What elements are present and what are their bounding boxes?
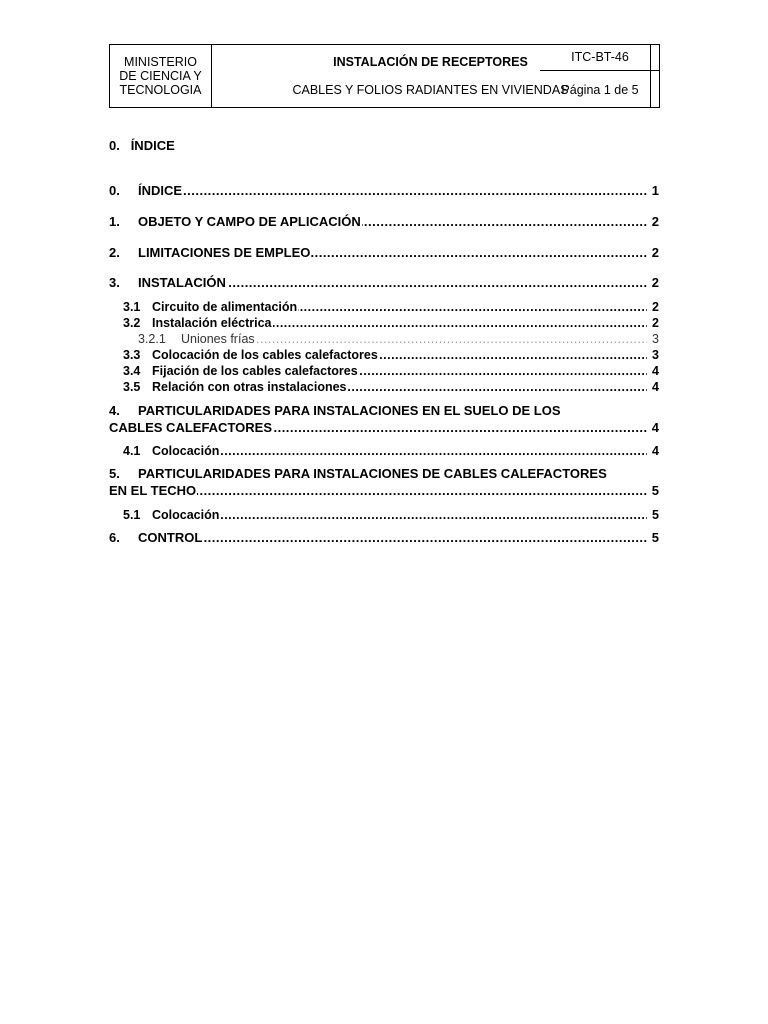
toc-entry-title: Relación con otras instalaciones [152,380,347,394]
toc-entry-title-line2: EN EL TECHO [109,483,197,498]
toc-entry[interactable] [109,315,659,331]
index-heading-number: 0. [109,138,120,153]
toc-entry-number: 6. [109,530,120,545]
toc-entry[interactable] [109,483,659,499]
toc-entry-number: 4. [109,403,120,418]
toc-entry-number: 3.1 [123,300,141,314]
toc-entry-page: 5 [651,483,659,498]
toc-entry-page: 3 [652,332,659,346]
toc-entry-title: Instalación eléctrica [152,316,272,330]
org-line-3: TECNOLOGIA [119,83,202,97]
toc-entry[interactable] [109,299,659,315]
toc-entry-page: 4 [652,444,659,458]
toc-entry-page: 4 [651,420,659,435]
document-code: ITC-BT-46 [540,45,660,71]
toc-entry-page: 2 [652,316,659,330]
toc-entry[interactable] [109,443,659,459]
toc-entry-title: OBJETO Y CAMPO DE APLICACIÓN [138,214,361,229]
toc-entry[interactable] [109,507,659,523]
toc-entry-number: 3.2.1 [138,332,166,346]
toc-entry-number: 4.1 [123,444,141,458]
toc-entry-page: 4 [652,380,659,394]
toc-entry-number: 3.2 [123,316,141,330]
toc-entry-number: 3.3 [123,348,141,362]
document-header [109,44,660,108]
toc-entry-title-line2: CABLES CALEFACTORES [109,420,272,435]
toc-entry-title: LIMITACIONES DE EMPLEO [138,245,311,260]
toc-entry[interactable] [109,183,659,199]
toc-entry[interactable] [109,530,659,546]
toc-entry-page: 3 [652,348,659,362]
toc-entry-number: 5.1 [123,508,141,522]
toc-entry-title-line1: PARTICULARIDADES PARA INSTALACIONES EN EL SUELO DE LOS [138,403,561,418]
toc-entry-title: Colocación de los cables calefactores [152,348,378,362]
toc-entry-page: 5 [651,530,659,545]
toc-entry-number: 3.5 [123,380,141,394]
toc-entry-page: 1 [651,183,659,198]
toc-entry-number: 3.4 [123,364,141,378]
toc-entry-title: Colocación [152,444,220,458]
index-heading-title: ÍNDICE [130,138,175,153]
toc-entry-page: 4 [652,364,659,378]
org-line-1: MINISTERIO [124,55,197,69]
document-title: INSTALACIÓN DE RECEPTORES [333,55,528,69]
toc-entry-title-line1: PARTICULARIDADES PARA INSTALACIONES DE CABLES CALEFACTORES [138,466,607,481]
toc-entry-number: 3. [109,275,120,290]
org-line-2: DE CIENCIA Y [119,69,202,83]
toc-entry-title: Colocación [152,508,220,522]
toc-entry-page: 5 [652,508,659,522]
index-heading [109,138,175,153]
toc-entry-number: 5. [109,466,120,481]
toc-entry-first-line[interactable] [109,403,659,419]
toc-entry-number: 1. [109,214,120,229]
toc-entry[interactable] [109,214,659,230]
toc-entry[interactable] [109,379,659,395]
page-number: Página 1 de 5 [561,83,639,97]
toc-entry[interactable] [109,275,659,291]
toc-entry-number: 0. [109,183,120,198]
toc-entry-page: 2 [651,245,659,260]
document-subtitle: CABLES Y FOLIOS RADIANTES EN VIVIENDAS [292,83,569,97]
toc-entry[interactable] [109,420,659,436]
header-organization [110,45,212,107]
header-code-cell [540,45,660,107]
toc-entry-title: ÍNDICE [138,183,183,198]
toc-entry[interactable] [109,331,659,347]
toc-entry-title: INSTALACIÓN [138,275,226,290]
toc-entry[interactable] [109,363,659,379]
toc-entry-page: 2 [651,214,659,229]
toc-entry-page: 2 [652,300,659,314]
toc-entry-first-line[interactable] [109,466,659,482]
toc-entry-page: 2 [651,275,659,290]
toc-entry-title: Fijación de los cables calefactores [152,364,358,378]
toc-entry-title: CONTROL [138,530,203,545]
toc-entry[interactable] [109,245,659,261]
toc-entry-title: Circuito de alimentación [152,300,298,314]
toc-entry-title: Uniones frías [181,332,255,346]
toc-entry-number: 2. [109,245,120,260]
toc-entry[interactable] [109,347,659,363]
